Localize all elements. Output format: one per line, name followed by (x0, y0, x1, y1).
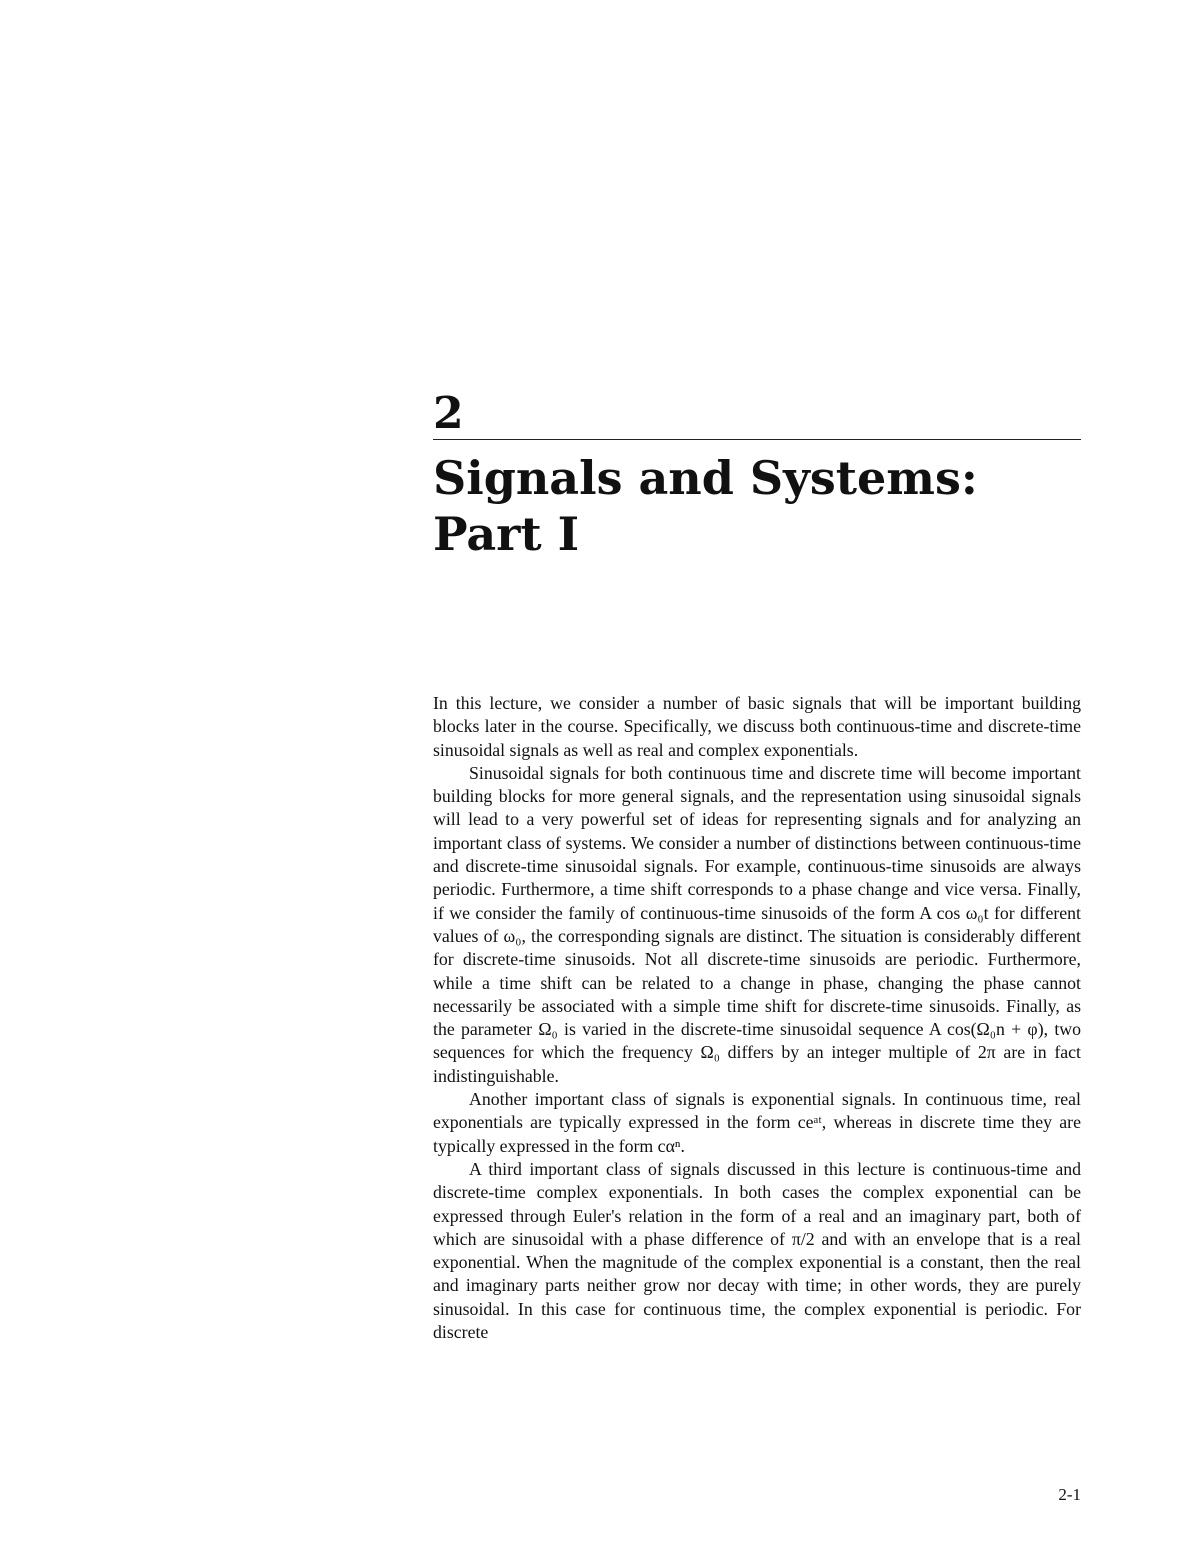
paragraph-sinusoidal: Sinusoidal signals for both continuous time and discrete time will become important building blocks for more general signals, and the representation using sinusoidal signals will lead to a very powerful set of ideas for representing signals and for analyzing an important class of systems. We consider a number of distinctions between continuous-time and discrete-time sinusoidal signals. For example, continuous-time sinusoids are always periodic. Furthermore, a time shift corresponds to a phase change and vice versa. Finally, if we consider the family of continuous-time sinusoids of the form A cos ω₀t for different values of ω₀, the corresponding signals are distinct. The situation is considerably different for discrete-time sinusoids. Not all discrete-time sinusoids are periodic. Furthermore, while a time shift can be related to a change in phase, changing the phase cannot necessarily be associated with a simple time shift for discrete-time sinusoids. Finally, as the parameter Ω₀ is varied in the discrete-time sinusoidal sequence A cos(Ω₀n + φ), two sequences for which the frequency Ω₀ differs by an integer multiple of 2π are in fact indistinguishable. (433, 762, 1081, 1086)
paragraph-exponential: Another important class of signals is exponential signals. In continuous time, real exponentials are typically expressed in the form ceᵃᵗ, whereas in discrete time they are typically expressed in the form cαⁿ. (433, 1089, 1081, 1156)
chapter-rule (433, 439, 1081, 440)
chapter-number: 2 (433, 388, 464, 439)
chapter-title (433, 450, 1113, 562)
page-number: 2-1 (1058, 1485, 1081, 1504)
paragraph-complex-exponential: A third important class of signals discussed in this lecture is continuous-time and discrete-time complex exponentials. In both cases the complex exponential can be expressed through Euler's relation in the form of a real and an imaginary part, both of which are sinusoidal with a phase difference of π/2 and with an envelope that is a real exponential. When the magnitude of the complex exponential is a constant, then the real and imaginary parts neither grow nor decay with time; in other words, they are purely sinusoidal. In this case for continuous time, the complex exponential is periodic. For discrete (433, 1158, 1081, 1343)
chapter-title-line-1: Signals and Systems: (433, 451, 978, 505)
chapter-title-line-2: Part I (433, 507, 580, 561)
paragraph-intro: In this lecture, we consider a number of basic signals that will be important building blocks later in the course. Specifically, we discuss both continuous-time and discrete-time sinusoidal signals as well as real and complex exponentials. (433, 693, 1081, 760)
body-text (433, 692, 1081, 1344)
